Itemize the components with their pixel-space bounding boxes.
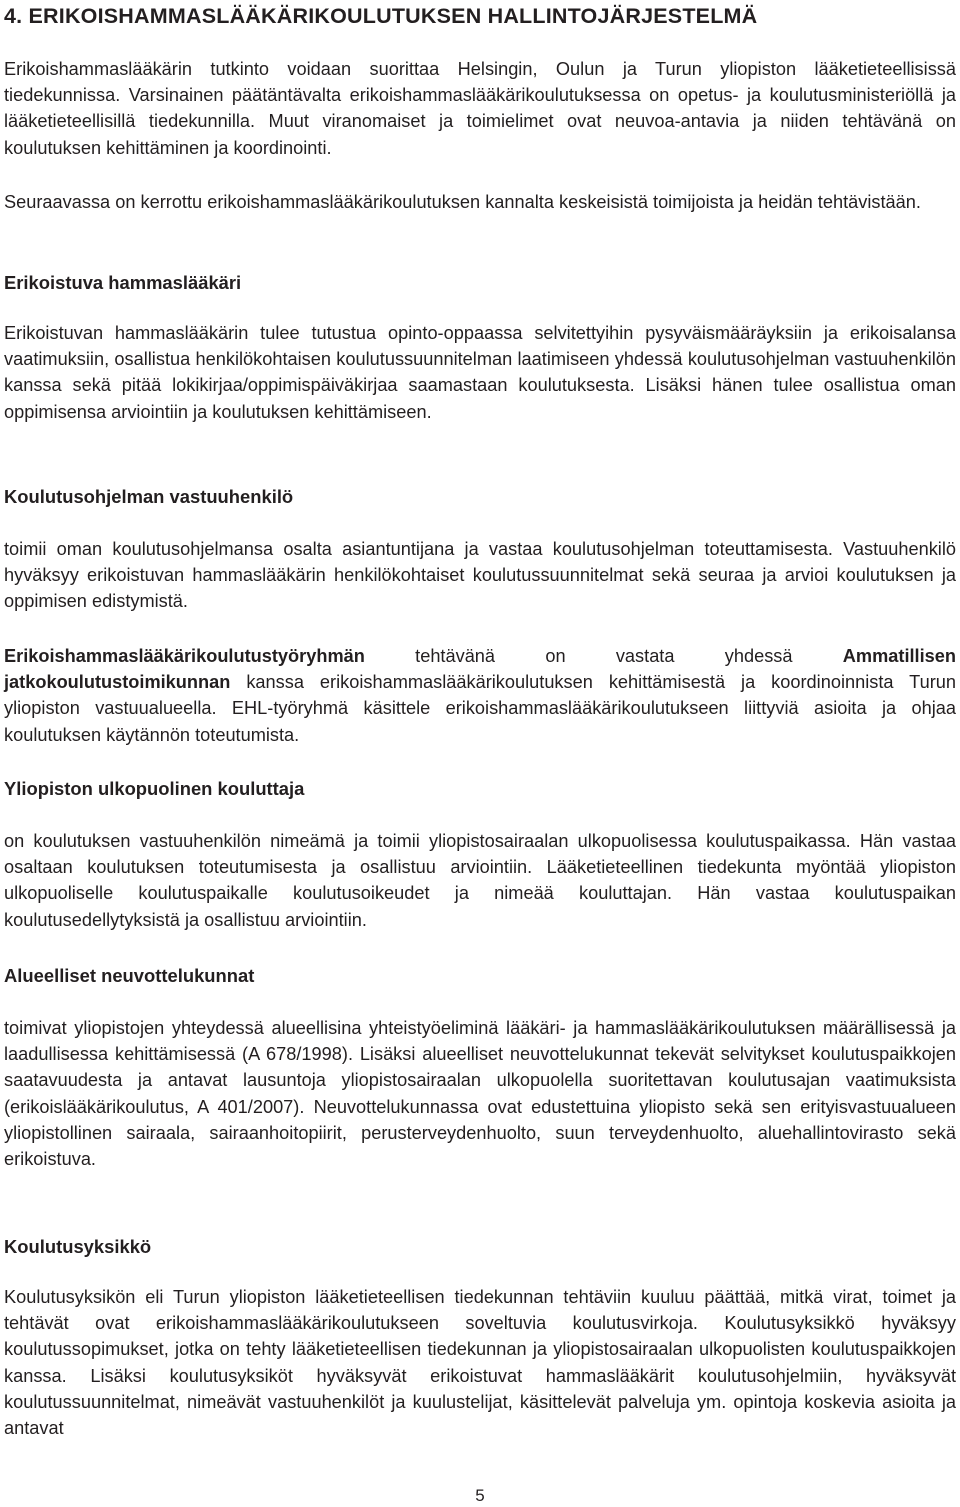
- heading-koulutusyksikko: Koulutusyksikkö: [4, 1236, 152, 1257]
- paragraph-koulutusyksikko: Koulutusyksikön eli Turun yliopiston lääketieteellisen tiedekunnan tehtäviin kuuluu päättää, mitkä virat, toimet ja tehtävät ovat erikoishammaslääkärikoulutukseen soveltuvia koulutusvirkoja. Koulutusyksikkö hyväksyy koulutussopimukset, jotka on tehty lääketieteellisen tiedekunnan ja yliopistosairaalan ulkopuolisten koulutuspaikkojen kanssa. Lisäksi koulutusyksiköt hyväksyvät erikoistuvat hammaslääkärit koulutusohjelmiin, hyväksyvät koulutussuunnitelmat, nimeävät vastuuhenkilöt ja kuulustelijat, käsittelevät palveluja ym. opintoja koskevia asioita ja antavat: [4, 1287, 956, 1439]
- paragraph-ulkopuolinen: on koulutuksen vastuuhenkilön nimeämä ja toimii yliopistosairaalan ulkopuolisessa koulutuspaikassa. Hän vastaa osaltaan koulutuksen toteutumisesta ja osallistuu arviointiin. Lääketieteellinen tiedekunta myöntää yliopiston ulkopuoliselle koulutuspaikalle koulutusoikeudet ja nimeää kouluttajan. Hän vastaa koulutuspaikan koulutusedellytyksistä ja osallistuu arviointiin.: [4, 831, 956, 930]
- heading-erikoistuva: Erikoistuva hammaslääkäri: [4, 272, 242, 293]
- tyoryhma-text-1: tehtävänä on vastata yhdessä: [364, 646, 843, 666]
- tyoryhma-name: Erikoishammaslääkärikoulutustyöryhmän: [4, 646, 365, 666]
- paragraph-neuvottelukunnat: toimivat yliopistojen yhteydessä alueellisina yhteistyöeliminä lääkäri- ja hammaslääkärikoulutuksen määrällisessä ja laadullisessa kehittämisessä (A 678/1998). Lisäksi alueelliset neuvottelukunnat tekevät selvitykset koulutuspaikkojen saatavuudesta ja antavat lausuntoja yliopistosairaalan ulkopuolella suoritettavan koulutusajan vaatimuksista (erikoislääkärikoulutus, A 401/2007). Neuvottelukunnassa ovat edustettuina yliopisto sekä sen erityisvastuualueen yliopistollinen sairaala, sairaanhoitopiirit, perusterveydenhuolto, suun terveydenhuolto, aluehallintovirasto sekä erikoistuva.: [4, 1018, 956, 1170]
- toimikunta-name: Ammatillisen jatkokoulutustoimikunnan: [4, 646, 956, 693]
- tyoryhma-text-2: kanssa erikoishammaslääkärikoulutuksen kehittämisestä ja koordinoinnista Turun yliopiston vastuualueella. EHL-työryhmä käsittele erikoishammaslääkärikoulutukseen liittyviä asioita ja ohjaa koulutuksen käytännön toteutumista.: [4, 672, 956, 745]
- paragraph-erikoistuva: Erikoistuvan hammaslääkärin tulee tutustua opinto-oppaassa selvitettyihin pysyväismääräyksiin ja erikoisalansa vaatimuksiin, osallistua henkilökohtaisen koulutussuunnitelman laatimiseen yhdessä koulutusohjelman vastuuhenkilön kanssa sekä pitää lokikirjaa/oppimispäiväkirjaa saamastaan koulutuksesta. Lisäksi hänen tulee osallistua oman oppimisensa arviointiin ja koulutuksen kehittämiseen.: [4, 323, 956, 422]
- page-title: 4. ERIKOISHAMMASLÄÄKÄRIKOULUTUKSEN HALLINTOJÄRJESTELMÄ: [4, 4, 758, 28]
- heading-vastuuhenkilo: Koulutusohjelman vastuuhenkilö: [4, 486, 294, 507]
- paragraph-vastuuhenkilo: toimii oman koulutusohjelmansa osalta asiantuntijana ja vastaa koulutusohjelman toteuttamisesta. Vastuuhenkilö hyväksyy erikoistuvan hammaslääkärin henkilökohtaiset koulutussuunnitelmat sekä seuraa ja arvioi koulutuksen ja oppimisen edistymistä.: [4, 539, 956, 612]
- intro-paragraph-2: Seuraavassa on kerrottu erikoishammaslääkärikoulutuksen kannalta keskeisistä toimijoista ja heidän tehtävistään.: [4, 192, 921, 212]
- heading-neuvottelukunnat: Alueelliset neuvottelukunnat: [4, 965, 255, 986]
- heading-ulkopuolinen: Yliopiston ulkopuolinen kouluttaja: [4, 778, 305, 799]
- intro-paragraph-1: Erikoishammaslääkärin tutkinto voidaan suorittaa Helsingin, Oulun ja Turun yliopiston lääketieteellisissä tiedekunnissa. Varsinainen päätäntävalta erikoishammaslääkärikoulutuksessa on opetus- ja koulutusministeriöllä ja lääketieteellisillä tiedekunnilla. Muut viranomaiset ja toimielimet ovat neuvoa-antavia ja niiden tehtävänä on koulutuksen kehittäminen ja koordinointi.: [4, 59, 956, 158]
- page-number: 5: [475, 1486, 485, 1505]
- paragraph-tyoryhma: [4, 643, 956, 748]
